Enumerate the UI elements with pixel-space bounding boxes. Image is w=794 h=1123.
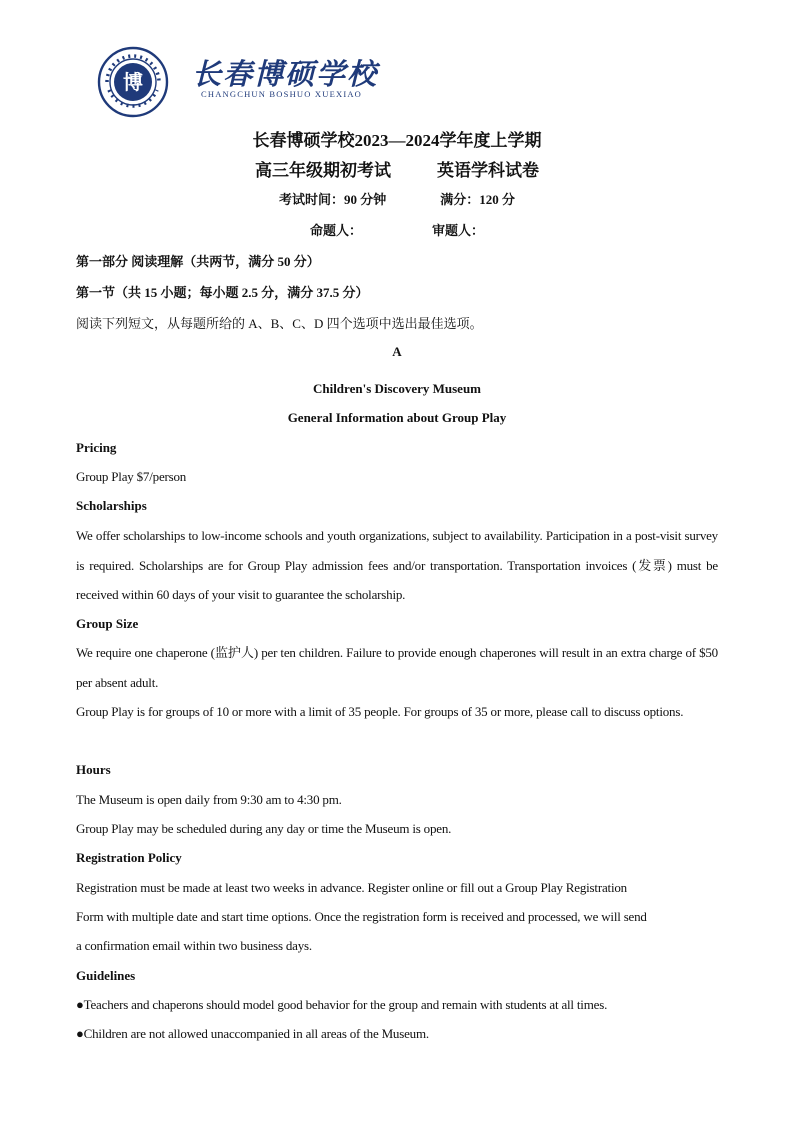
school-name-en: CHANGCHUN BOSHUO XUEXIAO bbox=[201, 89, 363, 99]
school-name-cn: 长春博硕学校 bbox=[192, 57, 379, 91]
registration-line-3: a confirmation email within two business days. bbox=[76, 938, 312, 953]
registration-line-2: Form with multiple date and start time options. Once the registration form is received and processed, we will send bbox=[76, 909, 647, 924]
school-seal-logo bbox=[97, 46, 169, 118]
hours-text-1: The Museum is open daily from 9:30 am to 4:30 pm. bbox=[76, 792, 342, 807]
hours-heading: Hours bbox=[76, 762, 111, 777]
passage-title: Children's Discovery Museum bbox=[312, 381, 482, 396]
scholarships-heading: Scholarships bbox=[76, 498, 147, 513]
scholarships-text: We offer scholarships to low-income schools and youth organizations, subject to availability. Participation in a post-visit survey is required. Scholarships are for Group Play admission fees and/or transportation. Transportation invoices (发票) must be received within 60 days of your visit to guarantee the scholarship. bbox=[76, 528, 718, 602]
registration-line-1: Registration must be made at least two weeks in advance. Register online or fill out a Group Play Registration bbox=[76, 880, 627, 895]
guidelines-heading: Guidelines bbox=[76, 968, 136, 983]
full-score: 满分：120 分 bbox=[440, 192, 516, 207]
subject-label: 英语学科试卷 bbox=[437, 161, 539, 180]
pricing-text: Group Play $7/person bbox=[76, 469, 187, 484]
passage-label: A bbox=[392, 344, 402, 359]
guideline-item-1: ●Teachers and chaperons should model good behavior for the group and remain with students at all times. bbox=[76, 997, 608, 1012]
exam-time: 考试时间：90 分钟 bbox=[278, 192, 387, 207]
exam-title: 长春博硕学校2023—2024学年度上学期 bbox=[252, 131, 542, 150]
reviewer-label: 审题人： bbox=[432, 223, 485, 238]
guideline-item-2: ●Children are not allowed unaccompanied in all areas of the Museum. bbox=[76, 1026, 429, 1041]
group-size-text-2: Group Play is for groups of 10 or more with a limit of 35 people. For groups of 35 or more, please call to discuss options. bbox=[76, 704, 684, 719]
group-size-text-1: We require one chaperone (监护人) per ten children. Failure to provide enough chaperones will result in an extra charge of $50 per absent adult. bbox=[76, 645, 718, 690]
hours-text-2: Group Play may be scheduled during any day or time the Museum is open. bbox=[76, 821, 452, 836]
registration-heading: Registration Policy bbox=[76, 850, 182, 865]
exam-meta bbox=[0, 189, 794, 208]
pricing-heading: Pricing bbox=[76, 440, 117, 455]
passage-subtitle: General Information about Group Play bbox=[287, 410, 507, 425]
section-heading: 第一节（共 15 小题；每小题 2.5 分，满分 37.5 分） bbox=[76, 285, 369, 300]
instruction: 阅读下列短文，从每题所给的 A、B、C、D 四个选项中选出最佳选项。 bbox=[76, 316, 483, 331]
group-size-heading: Group Size bbox=[76, 616, 139, 631]
seal-center-char: 博 bbox=[123, 70, 143, 94]
exam-subtitle bbox=[0, 156, 794, 181]
exam-authors bbox=[0, 220, 794, 239]
part-heading: 第一部分 阅读理解（共两节，满分 50 分） bbox=[76, 254, 320, 269]
author-label: 命题人： bbox=[309, 223, 362, 238]
grade-exam-label: 高三年级期初考试 bbox=[255, 161, 391, 180]
